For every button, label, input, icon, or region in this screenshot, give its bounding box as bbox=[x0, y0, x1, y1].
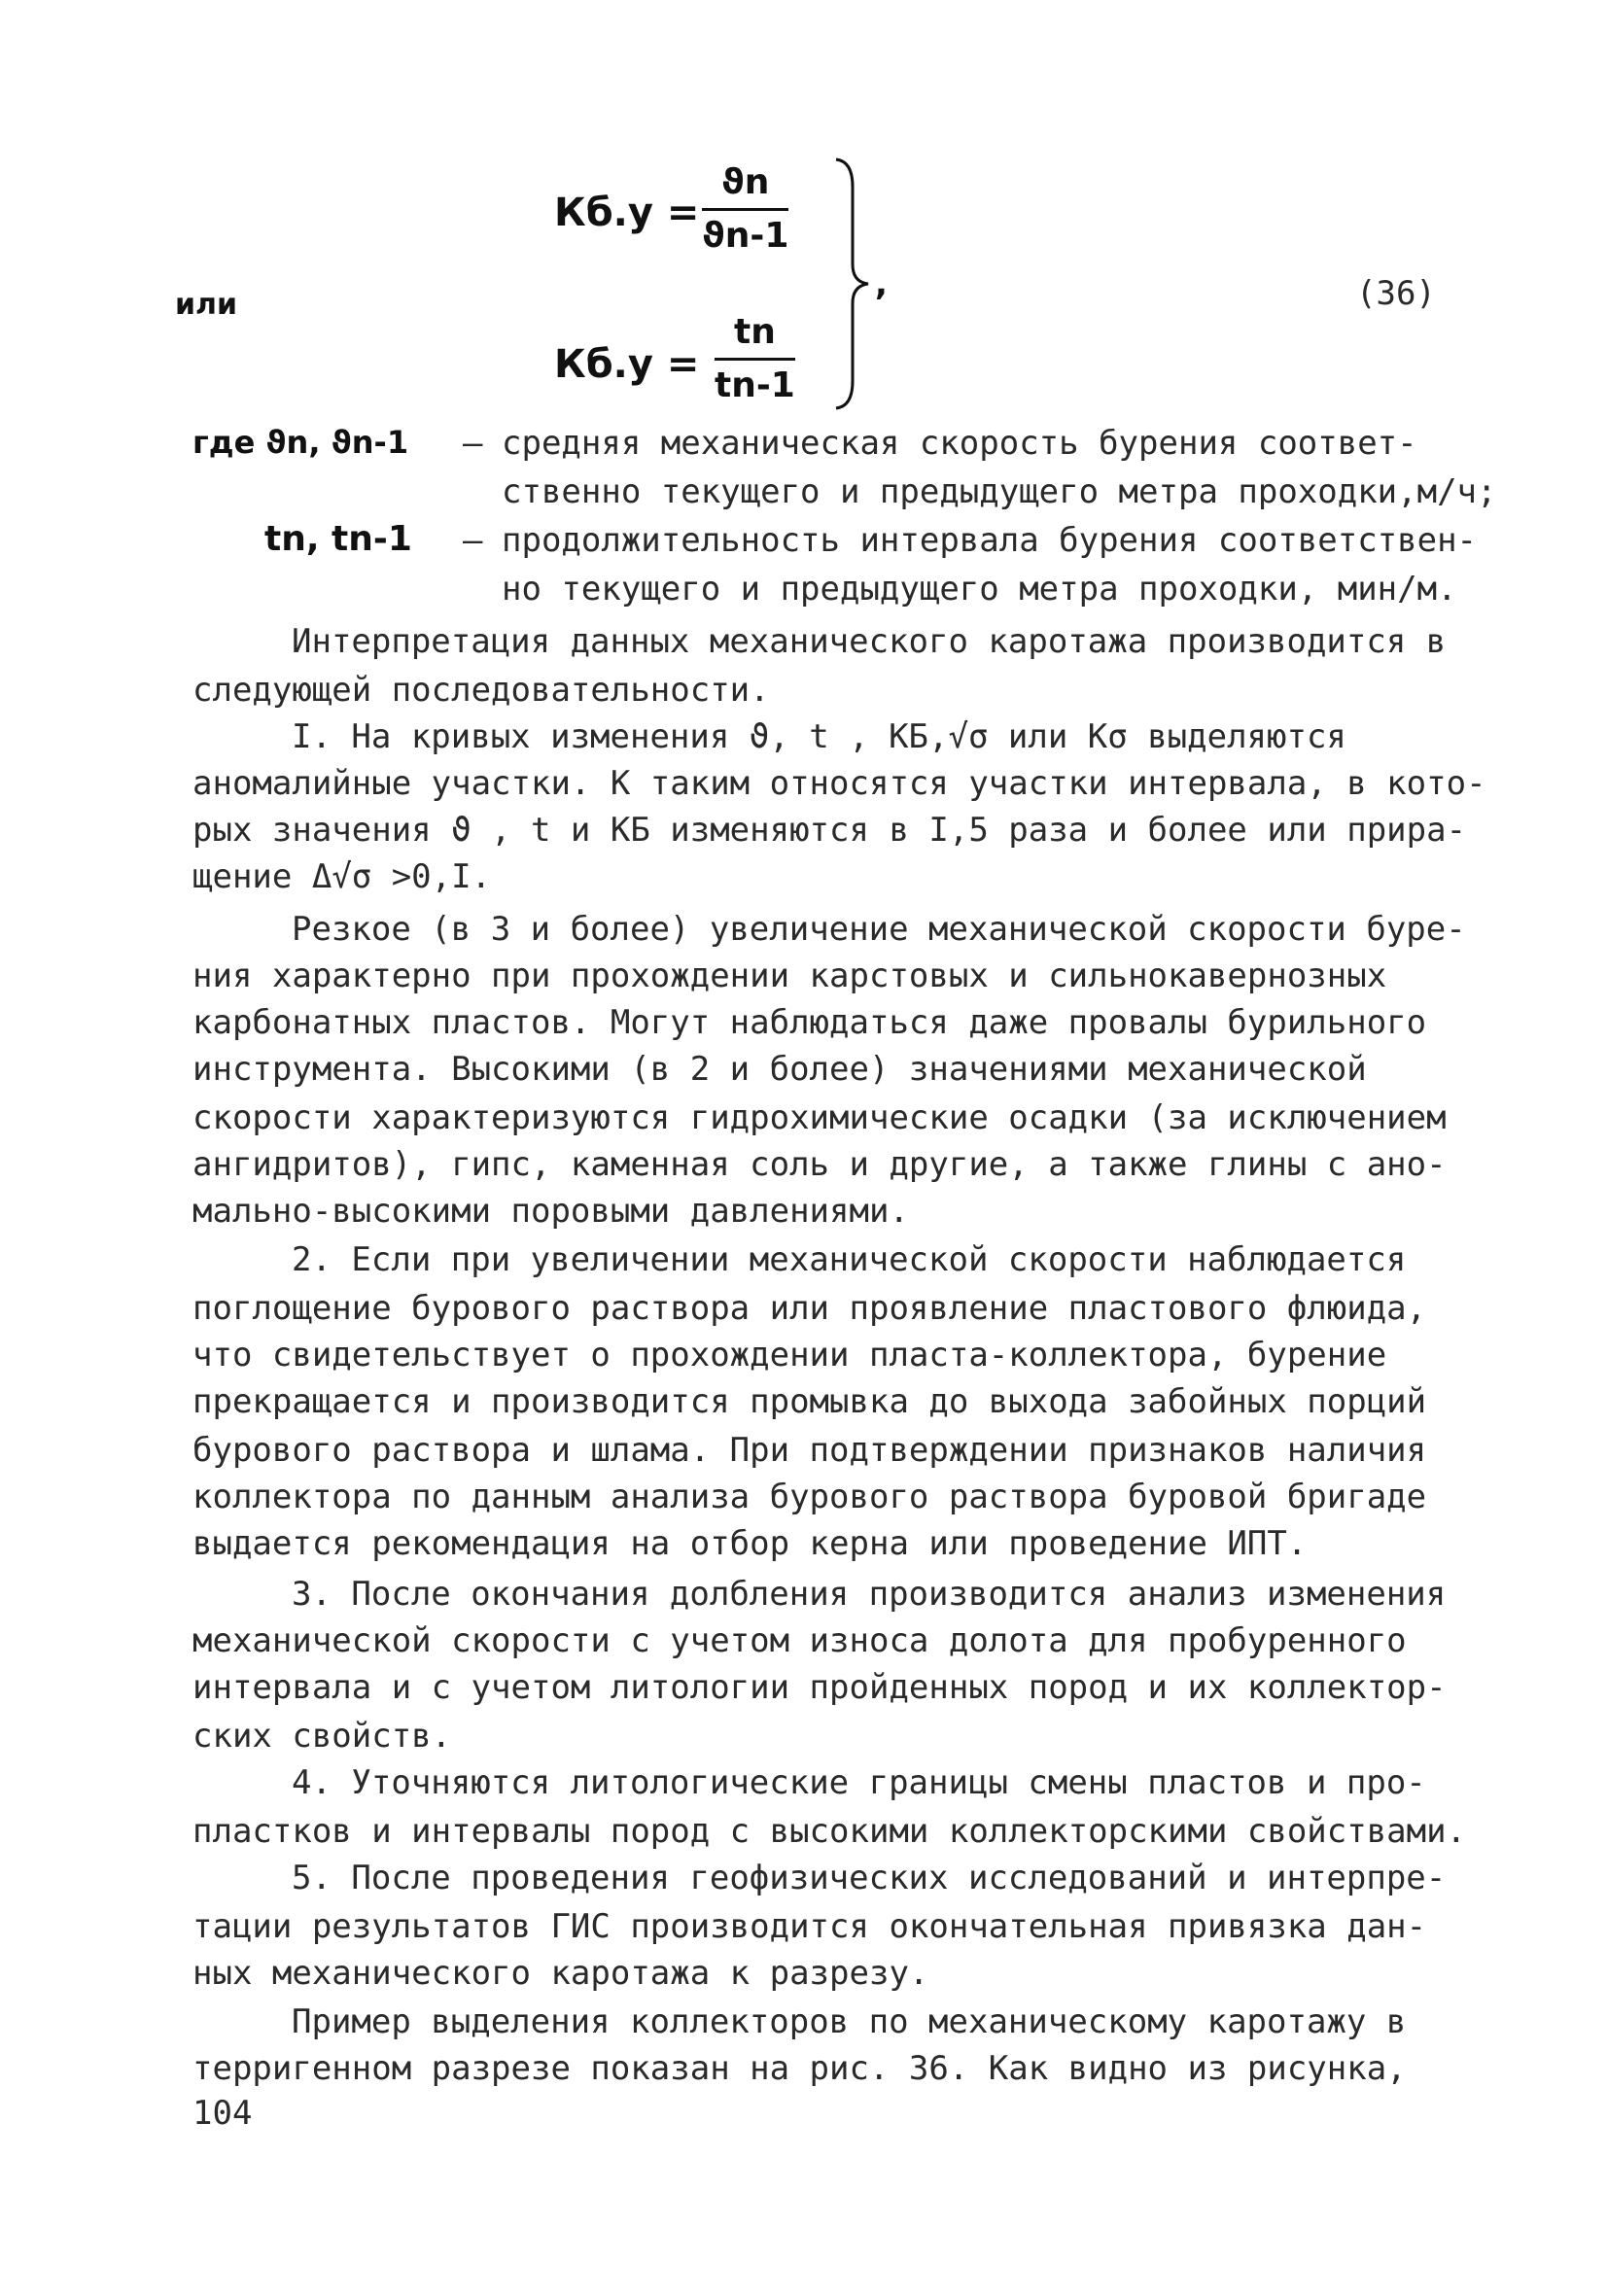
body-line: ангидритов), гипс, каменная соль и другие, а также глины с ано- bbox=[192, 1145, 1447, 1184]
body-line: следующей последовательности. bbox=[192, 671, 770, 710]
formula-numerator-2: tn bbox=[733, 312, 776, 352]
body-line: мально-высокими поровыми давлениями. bbox=[192, 1192, 909, 1231]
definition-symbol-2: tn, tn-1 bbox=[264, 519, 412, 559]
body-line: поглощение бурового раствора или проявление пластового флюида, bbox=[192, 1289, 1427, 1328]
body-line: терригенном разрезе показан на рис. 36. Как видно из рисунка, bbox=[192, 2049, 1407, 2088]
body-line: инструмента. Высокими (в 2 и более) значениями механической bbox=[192, 1050, 1367, 1089]
definition-text-2b: но текущего и предыдущего метра проходки, мин/м. bbox=[502, 570, 1457, 609]
formula-lhs-2: Кб.у = bbox=[554, 342, 700, 387]
formula-denominator-2: tn-1 bbox=[715, 365, 795, 405]
definition-dash-1: – bbox=[463, 424, 483, 463]
equation-number: (36) bbox=[1356, 274, 1436, 313]
body-line: 2. Если при увеличении механической скорости наблюдается bbox=[292, 1240, 1407, 1279]
body-line: аномалийные участки. К таким относятся участки интервала, в кото- bbox=[192, 764, 1486, 803]
body-line: скорости характеризуются гидрохимические осадки (за исключением bbox=[192, 1098, 1447, 1137]
body-line: механической скорости с учетом износа долота для пробуренного bbox=[192, 1621, 1407, 1660]
body-line: Интерпретация данных механического каротажа производится в bbox=[292, 622, 1447, 661]
formula-comma: , bbox=[875, 264, 888, 303]
body-line: что свидетельствует о прохождении пласта-коллектора, бурение bbox=[192, 1336, 1387, 1374]
fraction-bar bbox=[702, 208, 788, 211]
body-line: пластков и интервалы пород с высокими коллекторскими свойствами. bbox=[192, 1812, 1467, 1851]
definition-dash-2: – bbox=[463, 521, 483, 560]
body-line: 4. Уточняются литологические границы смены пластов и про- bbox=[292, 1763, 1426, 1802]
body-line: Пример выделения коллекторов по механическому каротажу в bbox=[292, 2002, 1407, 2041]
right-brace bbox=[831, 157, 880, 410]
body-line: щение Δ√σ >0,I. bbox=[192, 857, 492, 896]
definition-text-2a: продолжительность интервала бурения соответствен- bbox=[502, 521, 1478, 560]
definition-text-1b: ственно текущего и предыдущего метра проходки,м/ч; bbox=[502, 472, 1497, 511]
formula-numerator-1: ϑn bbox=[720, 162, 770, 202]
body-line: 5. После проведения геофизических исследований и интерпре- bbox=[292, 1859, 1447, 1897]
formula-denominator-1: ϑn-1 bbox=[702, 216, 789, 256]
body-line: 3. После окончания долбления производится анализ изменения bbox=[292, 1575, 1447, 1614]
body-line: ских свойств. bbox=[192, 1717, 452, 1756]
formula-connector: или bbox=[175, 288, 238, 322]
body-line: ния характерно при прохождении карстовых и сильнокавернозных bbox=[192, 957, 1387, 995]
body-line: интервала и с учетом литологии пройденных пород и их коллектор- bbox=[192, 1668, 1447, 1707]
body-line: рых значения ϑ , t и КБ изменяются в I,5 раза и более или прира- bbox=[192, 811, 1467, 850]
fraction-bar bbox=[715, 358, 795, 361]
formula-fraction-1 bbox=[702, 163, 788, 256]
definition-text-1a: средняя механическая скорость бурения соответ- bbox=[502, 424, 1417, 463]
body-line: тации результатов ГИС производится окончательная привязка дан- bbox=[192, 1907, 1427, 1946]
body-line: бурового раствора и шлама. При подтверждении признаков наличия bbox=[192, 1431, 1427, 1470]
body-line: коллектора по данным анализа бурового раствора буровой бригаде bbox=[192, 1478, 1427, 1516]
body-line: прекращается и производится промывка до выхода забойных порций bbox=[192, 1382, 1427, 1421]
body-line: карбонатных пластов. Могут наблюдаться даже провалы бурильного bbox=[192, 1003, 1427, 1042]
body-line: ных механического каротажа к разрезу. bbox=[192, 1954, 929, 1993]
body-line: выдается рекомендация на отбор керна или проведение ИПТ. bbox=[192, 1524, 1308, 1563]
definition-symbol-1: где ϑn, ϑn-1 bbox=[192, 424, 409, 461]
body-line: Резкое (в 3 и более) увеличение механической скорости буре- bbox=[292, 910, 1466, 949]
formula-fraction-2 bbox=[715, 313, 795, 405]
formula-lhs-1: Кб.у = bbox=[554, 191, 700, 235]
body-line: I. На кривых изменения ϑ, t , КБ,√σ или Кσ выделяются bbox=[292, 717, 1346, 756]
page-number: 104 bbox=[192, 2094, 253, 2133]
